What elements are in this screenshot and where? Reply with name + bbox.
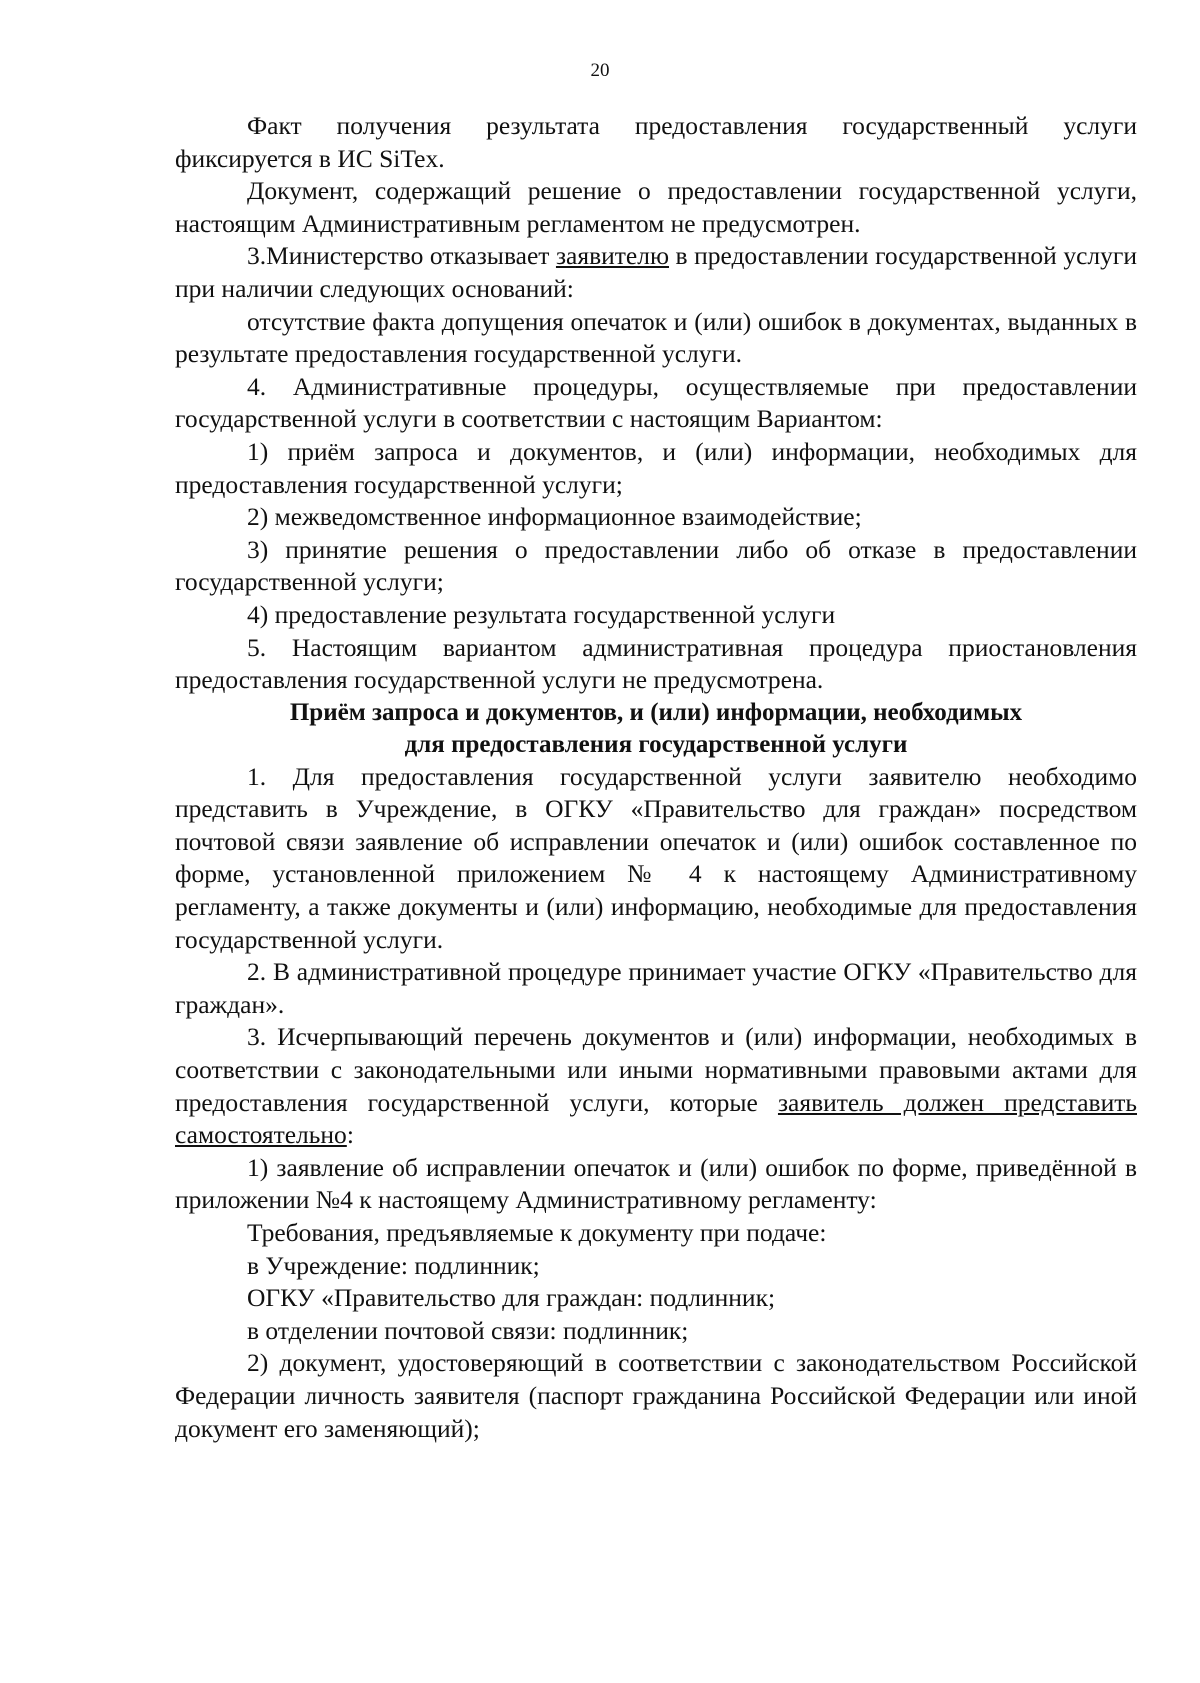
heading-line: для предоставления государственной услуги bbox=[404, 730, 908, 758]
heading-line: Приём запроса и документов, и (или) информации, необходимых bbox=[289, 698, 1023, 726]
paragraph: 5. Настоящим вариантом административная процедура приостановления предоставления государственной услуги не предусмотрена. bbox=[175, 632, 1137, 695]
text-run: : bbox=[346, 1120, 354, 1150]
list-item: 2) межведомственное информационное взаимодействие; bbox=[247, 502, 862, 532]
paragraph: Факт получения результата предоставления государственный услуги фиксируется в ИС SiTex. bbox=[175, 111, 1137, 173]
list-item: 3) принятие решения о предоставлении либо об отказе в предоставлении государственной услуги; bbox=[175, 534, 1137, 597]
paragraph bbox=[175, 240, 1137, 305]
section-heading bbox=[175, 697, 1137, 761]
list-item: в отделении почтовой связи: подлинник; bbox=[247, 1315, 689, 1345]
text-run: 3. Исчерпывающий перечень документов и (или) информации, необходимых в соответствии с законодательными или иными нормативными правовыми актами для предоставления государственной услуги, которые bbox=[175, 1022, 1137, 1117]
paragraph: 4. Административные процедуры, осуществляемые при предоставлении государственной услуги в соответствии с настоящим Вариантом: bbox=[175, 371, 1137, 434]
paragraph: Документ, содержащий решение о предоставлении государственной услуги, настоящим Административным регламентом не предусмотрен. bbox=[175, 176, 1137, 238]
list-item: 1) приём запроса и документов, и (или) информации, необходимых для предоставления государственной услуги; bbox=[175, 436, 1137, 499]
paragraph bbox=[175, 1021, 1137, 1151]
list-item: 2) документ, удостоверяющий в соответствии с законодательством Российской Федерации личность заявителя (паспорт гражданина Российской Федерации или иной документ его заменяющий); bbox=[175, 1348, 1137, 1443]
paragraph: 1. Для предоставления государственной услуги заявителю необходимо представить в Учреждение, в ОГКУ «Правительство для граждан» посредством почтовой связи заявление об исправлении опечаток и (или) ошибок составленное по форме, установленной приложением № 4 к настоящему Административному регламенту, а также документы и (или) информацию, необходимые для предоставления государственной услуги. bbox=[175, 761, 1137, 954]
paragraph: 2. В административной процедуре принимает участие ОГКУ «Правительство для граждан». bbox=[175, 957, 1137, 1019]
list-item: 4) предоставление результата государственной услуги bbox=[247, 599, 836, 629]
list-item: ОГКУ «Правительство для граждан: подлинник; bbox=[247, 1283, 776, 1313]
list-item: в Учреждение: подлинник; bbox=[247, 1250, 540, 1280]
document-body bbox=[175, 110, 1137, 1445]
text-run: 3.Министерство отказывает bbox=[247, 241, 556, 271]
paragraph: отсутствие факта допущения опечаток и (или) ошибок в документах, выданных в результате предоставления государственной услуги. bbox=[175, 306, 1137, 369]
page-number: 20 bbox=[590, 60, 610, 81]
list-item: 1) заявление об исправлении опечаток и (или) ошибок по форме, приведённой в приложении №4 к настоящему Административному регламенту: bbox=[175, 1152, 1137, 1215]
text-run: в предоставлении государственной услуги при наличии следующих оснований: bbox=[175, 241, 1137, 303]
paragraph: Требования, предъявляемые к документу при подаче: bbox=[247, 1218, 827, 1247]
underlined-term: заявителю bbox=[555, 241, 669, 271]
underlined-term: заявитель должен представить самостоятельно bbox=[175, 1087, 1137, 1150]
